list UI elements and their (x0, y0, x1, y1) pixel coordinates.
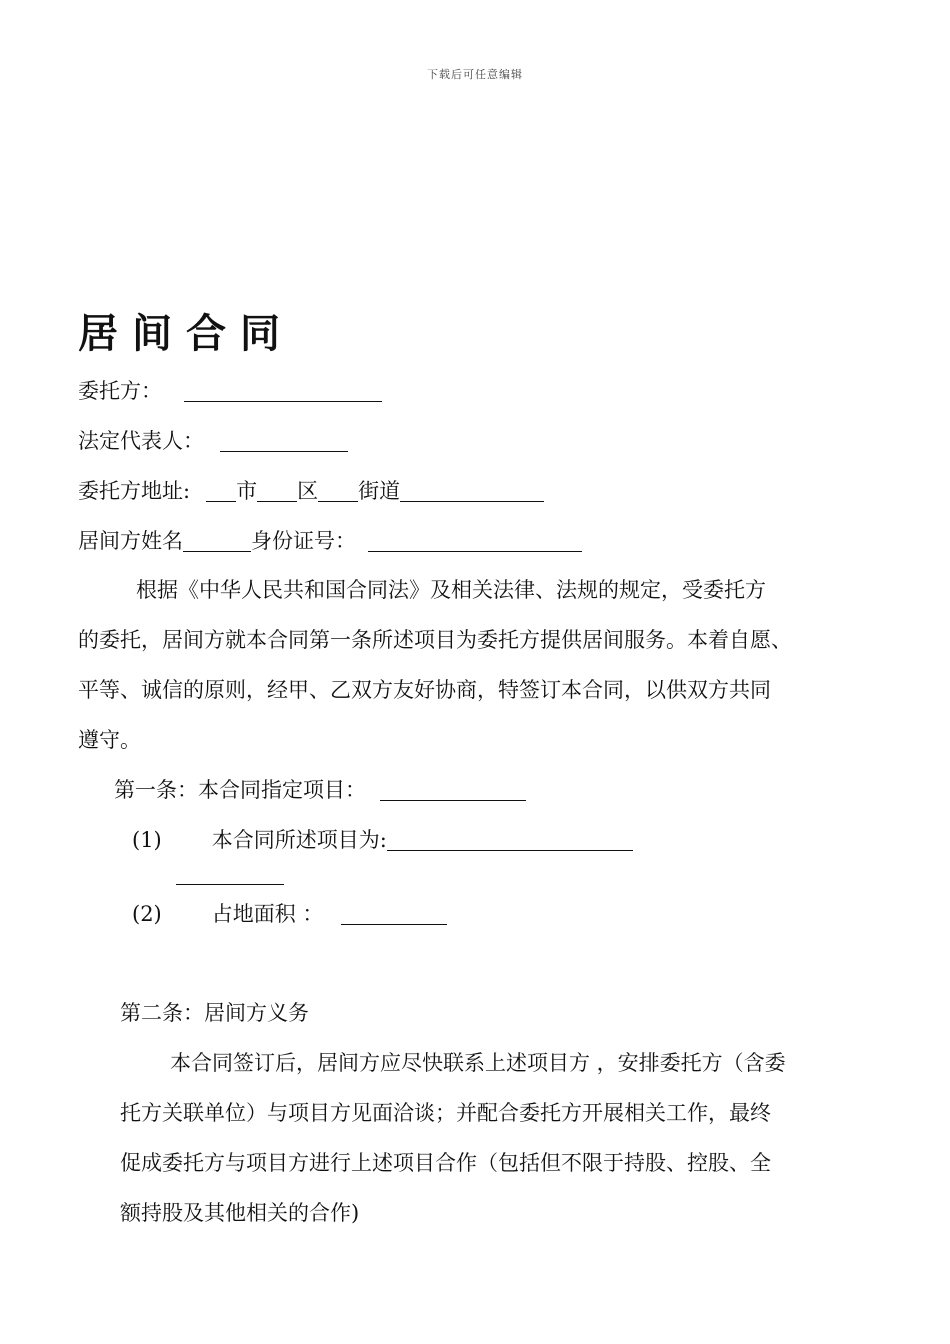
preamble-line-4: 遵守。 (78, 728, 141, 752)
preamble-line-3: 平等、诚信的原则，经甲、乙双方友好协商，特签订本合同，以供双方共同 (78, 678, 771, 702)
id-number-blank (368, 550, 582, 552)
preamble-paragraph (78, 565, 888, 765)
preamble-line-1: 根据《中华人民共和国合同法》及相关法律、法规的规定，受委托方 (136, 578, 766, 602)
city-blank (206, 500, 236, 502)
id-number-label: 身份证号： (251, 529, 356, 553)
legal-rep-line (78, 431, 348, 452)
article-1-heading: 第一条：本合同指定项目： (114, 778, 366, 802)
item-2-number: (2) (132, 902, 162, 926)
client-address-label: 委托方地址: (78, 479, 191, 503)
article-2-paragraph (120, 1038, 870, 1238)
article-1-heading-line (114, 780, 526, 801)
item-1-number: (1) (132, 828, 162, 852)
intermediary-line (78, 531, 582, 552)
client-blank (184, 400, 382, 402)
article-2-heading: 第二条：居间方义务 (120, 1001, 309, 1025)
article-2-line-3: 促成委托方与项目方进行上述项目合作（包括但不限于持股、控股、全 (120, 1151, 771, 1175)
district-label: 区 (297, 479, 319, 503)
article-1-item-2 (132, 904, 447, 925)
client-address-line (78, 481, 544, 502)
page-header-note: 下载后可任意编辑 (427, 68, 523, 81)
street-label: 街道 (358, 479, 401, 503)
item-1-label: 本合同所述项目为: (211, 828, 387, 852)
article-2-line-2: 托方关联单位）与项目方见面洽谈；并配合委托方开展相关工作，最终 (120, 1101, 771, 1125)
client-line (78, 381, 382, 402)
legal-rep-blank (220, 450, 348, 452)
client-label: 委托方： (78, 379, 162, 403)
article-2-line-1: 本合同签订后，居间方应尽快联系上述项目方 ，安排委托方（含委 (170, 1051, 786, 1075)
document-title: 居间合同 (78, 310, 294, 357)
item-2-blank (341, 923, 447, 925)
city-label: 市 (236, 479, 258, 503)
district-blank (257, 500, 297, 502)
article-1-item-1 (132, 830, 633, 851)
intermediary-name-label: 居间方姓名 (78, 529, 183, 553)
legal-rep-label: 法定代表人： (78, 429, 204, 453)
item-1-continuation-blank (176, 883, 284, 885)
street-detail-blank (400, 500, 544, 502)
street-blank (318, 500, 358, 502)
item-1-blank (387, 849, 633, 851)
item-2-label: 占地面积 ： (211, 902, 324, 926)
article-2-line-4: 额持股及其他相关的合作) (120, 1201, 360, 1225)
intermediary-name-blank (183, 550, 251, 552)
article-1-project-blank (380, 799, 526, 801)
preamble-line-2: 的委托，居间方就本合同第一条所述项目为委托方提供居间服务。本着自愿、 (78, 628, 792, 652)
